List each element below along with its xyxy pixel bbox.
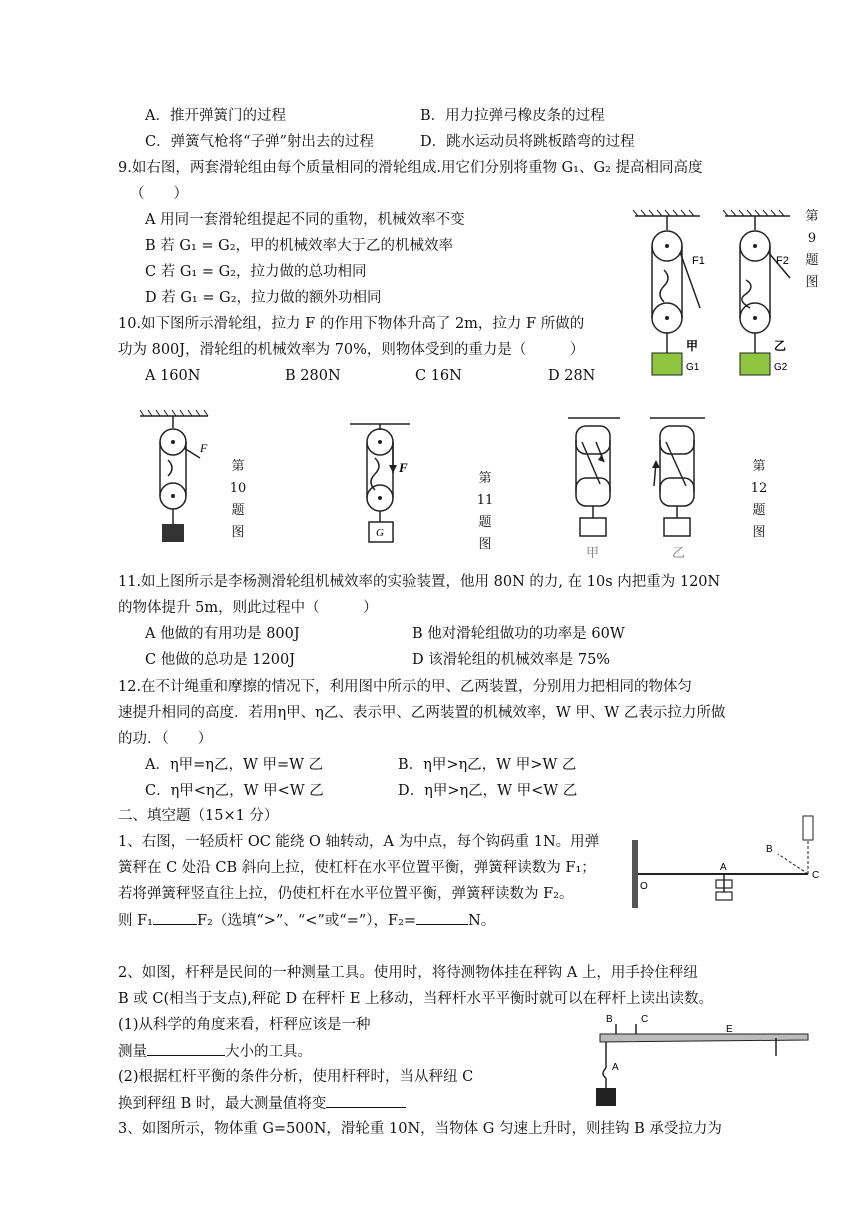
q11-line-1: 11.如上图所示是李杨测滑轮组机械效率的实验装置，他用 80N 的力, 在 10s 内把重为 120N: [118, 574, 721, 590]
q12-line-2: 速提升相同的高度．若用η甲、η乙、表示甲、乙两装置的机械效率，W 甲、W 乙表示拉力所做: [118, 705, 726, 721]
fill-2-line-2: B 或 C(相当于支点),秤砣 D 在秤杆 E 上移动，当秤杆水平平衡时就可以在秤杆上读出读数。: [118, 991, 714, 1007]
fill-1-line-3: 若将弹簧秤竖直往上拉，仍使杠杆在水平位置平衡，弹簧秤读数为 F₂。: [118, 886, 574, 902]
fill-1-line-1: 1、右图，一轻质杆 OC 能绕 O 轴转动，A 为中点，每个钩码重 1N。用弹: [118, 834, 600, 850]
fill-2-label-c: C: [641, 1014, 649, 1025]
q12-pulley-figure: [560, 412, 720, 562]
q11-option-b: B 他对滑轮组做功的功率是 60W: [412, 626, 625, 642]
q10-option-c: C 16N: [415, 368, 462, 384]
q10-line-2: 功为 800J，滑轮组的机械效率为 70%，则物体受到的重力是（ ）: [118, 342, 585, 358]
fill-2-label-b: B: [606, 1014, 613, 1025]
q11-option-c: C 他做的总功是 1200J: [145, 652, 296, 668]
fill-1-lever-figure: [628, 810, 828, 910]
q9-option-d: D 若 G₁ = G₂，拉力做的额外功相同: [145, 290, 382, 306]
fill-2-label-a: A: [612, 1062, 619, 1073]
fill-2-blank-max[interactable]: [326, 1093, 406, 1108]
q9-label-f1: F1: [692, 255, 705, 267]
fill-1-line-2: 簧秤在 C 处沿 CB 斜向上拉，使杠杆在水平位置平衡，弹簧秤读数为 F₁；: [118, 860, 596, 876]
q9-pulley-figure: [630, 208, 800, 383]
q9-option-a: A 用同一套滑轮组提起不同的重物，机械效率不变: [145, 212, 465, 228]
fill-2-line-4: 测量 大小的工具。: [118, 1041, 312, 1062]
q12-option-a: A．η甲=η乙，W 甲=W 乙: [145, 757, 324, 773]
fill-3-line-1: 3、如图所示，物体重 G=500N，滑轮重 10N，当物体 G 匀速上升时，则挂钩 B 承受拉力为: [118, 1121, 722, 1137]
fill-2-blank-quantity[interactable]: [147, 1041, 225, 1056]
q10-line-1: 10.如下图所示滑轮组，拉力 F 的作用下物体升高了 2m，拉力 F 所做的: [118, 316, 585, 332]
q8-option-a: A．推开弹簧门的过程: [145, 108, 286, 124]
q9-figure-caption: 第 9 题 图: [805, 209, 819, 290]
q11-option-a: A 他做的有用功是 800J: [145, 626, 300, 642]
q9-stem: 9.如右图，两套滑轮组由每个质量相同的滑轮组成.用它们分别将重物 G₁、G₂ 提高相同高度: [118, 160, 703, 176]
fill-2-line-3: (1)从科学的角度来看，杆秤应该是一种: [118, 1017, 371, 1033]
q12-line-3: 的功．（ ）: [118, 731, 213, 747]
q10-pulley-figure: [140, 408, 220, 548]
q12-option-b: B．η甲>η乙，W 甲>W 乙: [398, 757, 577, 773]
fill-1-blank-f2[interactable]: [416, 910, 468, 925]
q11-label-g: G: [376, 527, 384, 539]
q9-label-yi: 乙: [774, 339, 787, 353]
fill-1-label-b: B: [766, 844, 773, 855]
fill-2-line-6: 换到秤纽 B 时，最大测量值将变: [118, 1093, 406, 1114]
q10-label-f: F: [200, 441, 208, 455]
fill-2-steelyard-figure: [586, 1010, 816, 1110]
fill-2-label-e: E: [726, 1024, 733, 1035]
q12-label-jia: 甲: [586, 546, 600, 561]
fill-2-line-5: (2)根据杠杆平衡的条件分析，使用杆秤时，当从秤纽 C: [118, 1069, 474, 1085]
q10-figure-caption: 第 10 题 图: [229, 459, 247, 540]
q8-option-d: D．跳水运动员将跳板踏弯的过程: [420, 134, 635, 150]
q12-option-d: D．η甲>η乙，W 甲<W 乙: [398, 783, 578, 799]
fill-1-label-c: C: [812, 870, 820, 881]
q9-label-g2: G2: [774, 362, 788, 373]
q8-option-b: B．用力拉弹弓橡皮条的过程: [420, 108, 605, 124]
q8-option-c: C．弹簧气枪将“子弹”射出去的过程: [145, 134, 374, 150]
section-2-heading: 二、填空题（15×1 分）: [118, 808, 279, 824]
q11-option-d: D 该滑轮组的机械效率是 75%: [412, 652, 611, 668]
q11-label-f: F: [399, 460, 408, 475]
q11-pulley-figure: [345, 418, 425, 548]
q9-label-f2: F2: [776, 255, 789, 267]
q10-option-d: D 28N: [548, 368, 596, 384]
q12-figure-caption: 第 12 题 图: [750, 459, 768, 540]
q12-line-1: 12.在不计绳重和摩擦的情况下，利用图中所示的甲、乙两装置，分别用力把相同的物体匀: [118, 679, 693, 695]
fill-1-blank-compare[interactable]: [153, 910, 197, 925]
q12-label-yi: 乙: [672, 546, 686, 561]
fill-1-label-a: A: [720, 862, 727, 873]
q12-option-c: C．η甲<η乙，W 甲<W 乙: [145, 783, 324, 799]
fill-2-line-1: 2、如图，杆秤是民间的一种测量工具。使用时，将待测物体挂在秤钩 A 上，用手拎住秤纽: [118, 965, 698, 981]
q9-label-jia: 甲: [686, 339, 699, 353]
q10-option-a: A 160N: [145, 368, 201, 384]
q9-option-b: B 若 G₁ = G₂，甲的机械效率大于乙的机械效率: [145, 238, 454, 254]
q11-line-2: 的物体提升 5m，则此过程中（ ）: [118, 600, 378, 616]
q10-option-b: B 280N: [285, 368, 341, 384]
fill-1-line-4: 则 F₁ F₂（选填“>”、“<”或“=”），F₂= N。: [118, 910, 495, 931]
q11-figure-caption: 第 11 题 图: [476, 471, 494, 552]
q9-label-g1: G1: [686, 362, 700, 373]
fill-1-label-o: O: [640, 881, 648, 892]
q9-option-c: C 若 G₁ = G₂，拉力做的总功相同: [145, 264, 367, 280]
q9-paren: （ ）: [130, 186, 188, 202]
